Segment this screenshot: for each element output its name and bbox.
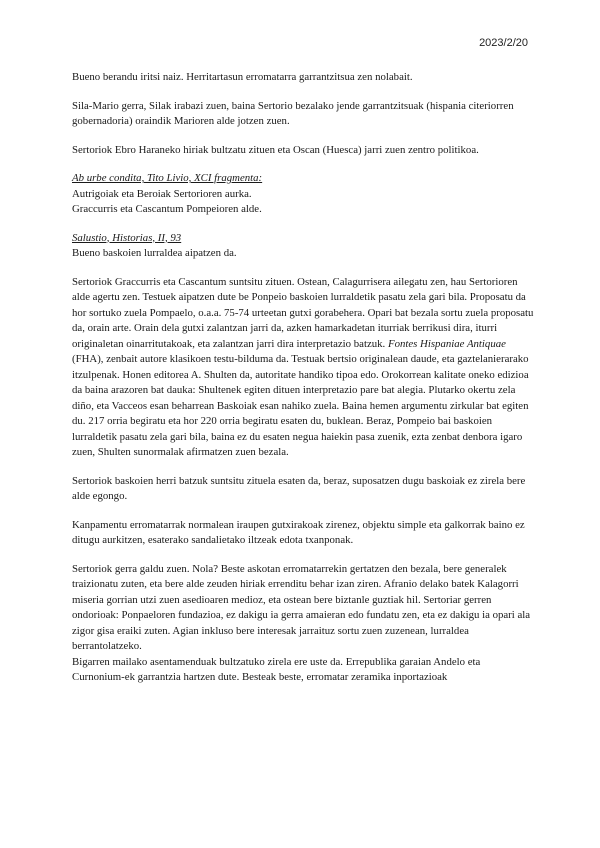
reference-livio-title: Ab urbe condita, Tito Livio, XCI fragmenta: — [72, 172, 263, 184]
paragraph-asentamenduak: Bigarren mailako asentamenduak bultzatuko zirela ere uste da. Errepublika garaian Andelo eta Curnonium-ek garrantzia hartzen dute. Besteak beste, erromatar zeramika inportazioak — [72, 655, 481, 683]
paragraph-graccurris — [72, 275, 534, 461]
reference-salustio-title: Salustio, Historias, II, 93 — [72, 231, 182, 244]
paragraph-kanpamentu: Kanpamentu erromatarrak normalean iraupen gutxirakoak zirenez, objektu simple eta galkorrak baino ez ditugu aurkitzen, esaterako sandalietako iltzeak edota txanponak. — [72, 518, 525, 546]
paragraph-sertorio-ebro: Sertoriok Ebro Haraneko hiriak bultzatu zituen eta Oscan (Huesca) jarri zuen zentro politikoa. — [72, 143, 479, 156]
reference-salustio-line1: Bueno baskoien lurraldea aipatzen da. — [72, 247, 237, 259]
paragraph-baskoiak: Sertoriok baskoien herri batzuk suntsitu zituela esaten da, beraz, suposatzen dugu baskoiak ez zirela bere alde egongo. — [72, 474, 526, 502]
reference-salustio — [72, 231, 534, 262]
document-body — [72, 70, 534, 699]
paragraph-graccurris-part2: (FHA), zenbait autore klasikoen testu-bilduma da. Testuak bertsio originalean daude, eta gaztelanierarako itzulpenak. Honen editorea A. Shulten da, autoritate handiko tipoa edo. Orokorrean kalitate oneko edizioa da baina arazoren bat dauka: Shultenek egiten dituen interpretazio pare bat alegia. Plutarko okertu zela diño, eta Vacceos esan beharrean Baskoiak esan nahiko zuela. Baina hemen argumentu zirkular bat egiten du. 217 orria begiratu eta hor 220 orria begiratu esaten du, buklean. Beraz, Pompeio bai baskoien lurraldetik pasatu zela gari bila, baina ez du esaten negua haiekin pasa zuenik, ezta zenbat denbora igaro zuen, Shulten sunormalak afirmatzen zuen bezala. — [72, 353, 529, 458]
paragraph-sila-mario: Sila-Mario gerra, Silak irabazi zuen, baina Sertorio bezalako jende garrantzitsuak (hispania citeriorren gobernadoria) oraindik Marioren alde jotzen zuen. — [72, 99, 514, 127]
paragraph-gerra-galdu: Sertoriok gerra galdu zuen. Nola? Beste askotan erromatarrekin gertatzen den bezala, bere generalek traizionatu zuten, eta bere alde zeuden hiriak errenditu behar izan ziren. Afranio delako batek Kalagorri miseria gorrian utzi zuen asedioaren medioz, eta ostean bere biztanle guztiak hil. Sertoriar gerren ondorioak: Ponpaeloren fundazioa, ez dakigu ia gerra amaieran edo fundatu zen, eta ez dakigu ia opari ala zigor gisa eraiki zuten. Agian inkluso bere interesak jarraituz sortu zuen zuzenean, lurraldea berrantolatzeko. — [72, 562, 531, 652]
paragraph-intro: Bueno berandu iritsi naiz. Herritartasun erromatarra garrantzitsua zen nolabait. — [72, 71, 413, 83]
fha-title: Fontes Hispaniae Antiquae — [387, 337, 506, 350]
document-date: 2023/2/20 — [479, 37, 528, 49]
reference-livio-line2: Graccurris eta Cascantum Pompeioren alde. — [72, 203, 262, 215]
reference-livio — [72, 171, 534, 218]
paragraph-graccurris-part1: Sertoriok Graccurris eta Cascantum suntsitu zituen. Ostean, Calagurrisera ailegatu zen, hau Sertorioren alde agertu zen. Testuek aipatzen dute be Ponpeio baskoien lurraldetik pasatu zela gari bila. Proposatu da hor sortuko zuela Pompaelo, o.a.a. 75-74 urteetan gutxi gorabehera. Opari bat bezala sortu zuela proposatu da, orain arte. Orain dela gutxi zalantzan jarri da, azken hamarkadetan iturriak berrikusi dira, iturri originaletan oinarritutakoak, eta zalantzan jarri dira interpretazio batzuk. — [72, 275, 534, 350]
reference-livio-line1: Autrigoiak eta Beroiak Sertorioren aurka. — [72, 187, 252, 200]
